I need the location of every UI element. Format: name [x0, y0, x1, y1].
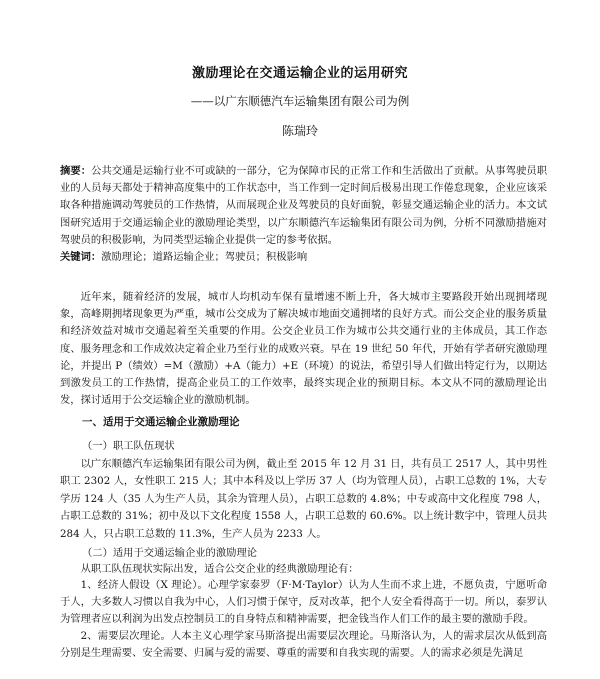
subsection-heading-2: （二）适用于交通运输企业的激励理论 — [82, 547, 258, 559]
theory-item-2 — [60, 628, 547, 662]
theory-intro-text: 从职工队伍现状实际出发，适合公交企业的经典激励理论有： — [80, 563, 359, 575]
theory-item-2-text: 2、需要层次理论。人本主义心理学家马斯洛提出需要层次理论。马斯洛认为，人的需求层次从低到高分别是生理需要、安全需要、归属与爱的需要、尊重的需要和自我实现的需要。人的需求必须是先满足 — [60, 630, 547, 660]
intro-paragraph: 近年来，随着经济的发展，城市人均机动车保有量增速不断上升，各大城市主要路段开始出现拥堵现象，高峰期拥堵现象更为严重，城市公交成为了解决城市地面交通拥堵的良好方式。而公交企业的服务质量和经济效益对城市交通起着至关重要的作用。公交企业员工作为城市公共交通行业的主体成员，其工作态度、服务理念和工作成效决定着企业乃至行业的成败兴衰。早在 19 世纪 50 年代，开始有学者研究激励理论，并提出 P（绩效）=M（激励）+A（能力）+E（环境）的说法，希望引导人们做出特定行为，以期达到激发员工的工作热情，提高企业员工的工作效率，最终实现企业的预期目标。本文从不同的激励理论出发，探讨适用于公交运输企业的激励机制。 — [60, 291, 547, 407]
theory-item-1-text: 1、经济人假设（X 理论）。心理学家泰罗（F·M·Taylor）认为人生而不求上进，不愿负责，宁愿听命于人，大多数人习惯以自我为中心，人们习惯于保守，反对改革，把个人安全看得高于一切。所以，泰罗认为管理者应以利润为出发点控制员工的自身特点和精神需要，把金钱当作人们工作的最主要的激励手段。 — [60, 579, 547, 626]
abstract-label: 摘要： — [60, 165, 92, 177]
section-heading: 一、适用于交通运输企业激励理论 — [82, 416, 240, 428]
workforce-paragraph: 以广东顺德汽车运输集团有限公司为例，截止至 2015 年 12 月 31 日，共有员工 2517 人，其中男性职工 2302 人，女性职工 215 人；其中本科及以上学历 37 人（均为管理人员），占职工总数的 1%，大专学历 124 人（35 人为生产人员，其余为管理人员），占职工总数的 4.8%；中专或高中文化程度 798 人，占职工总数的 31%；初中及以下文化程度 1558 人，占职工总数的 60.6%。以上统计数字中，管理人员共 284 人，只占职工总数的 11.3%，生产人员为 2233 人。 — [60, 458, 547, 540]
subsection-heading-1: （一）职工队伍现状 — [82, 440, 175, 452]
keywords — [60, 249, 547, 266]
theory-intro-paragraph — [60, 561, 547, 578]
paper-subtitle: ——以广东顺德汽车运输集团有限公司为例 — [190, 94, 410, 108]
theory-item-1 — [60, 577, 547, 629]
abstract-text: 公共交通是运输行业不可或缺的一部分，它为保障市民的正常工作和生活做出了贡献。从事驾驶员职业的人员每天都处于精神高度集中的工作状态中，当工作到一定时间后极易出现工作倦怠现象，企业应该采取各种措施调动驾驶员的工作热情，从而展现企业及驾驶员的良好面貌，彰显交通运输企业的活力。本文试图研究适用于交通运输企业的激励理论类型，以广东顺德汽车运输集团有限公司为例，分析不同激励措施对驾驶员的积极影响，为同类型运输企业提供一定的参考依据。 — [60, 165, 548, 246]
keywords-text: 激励理论；道路运输企业；驾驶员；积极影响 — [101, 251, 308, 263]
author-name: 陈瑞玲 — [281, 124, 318, 138]
keywords-label: 关键词： — [60, 251, 102, 263]
abstract — [60, 163, 547, 249]
paper-title: 激励理论在交通运输企业的运用研究 — [191, 66, 408, 81]
